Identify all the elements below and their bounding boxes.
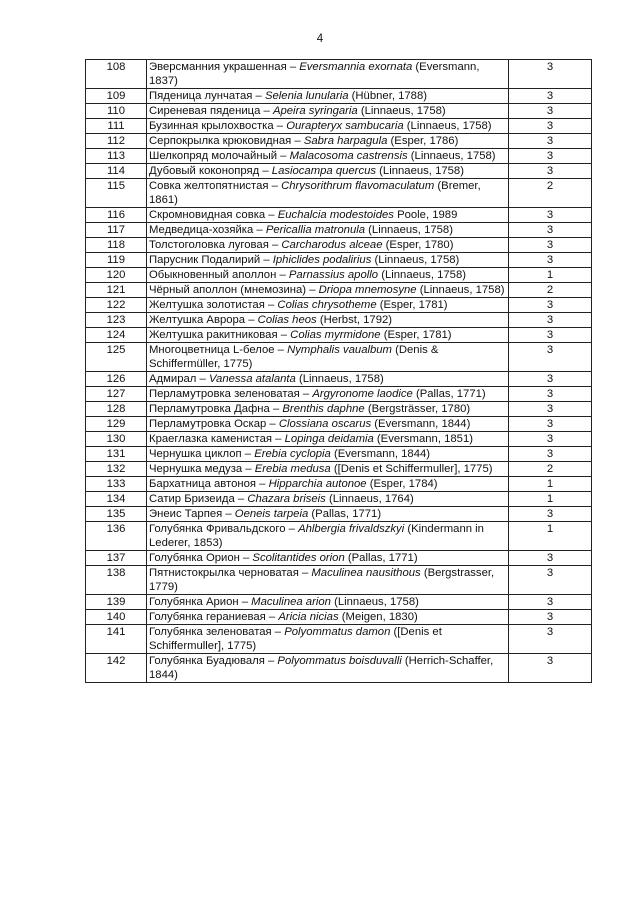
row-number: 131 [86,447,147,462]
row-number: 124 [86,328,147,343]
latin-name: Aricia nicias [278,611,339,623]
author-citation: (Linnaeus, 1758) [298,373,384,385]
latin-name: Iphiclides podalirius [272,254,372,266]
name-separator: – [259,165,272,177]
row-number: 126 [86,372,147,387]
row-number: 123 [86,313,147,328]
latin-name: Argyronome laodice [312,388,413,400]
latin-name: Chazara briseis [247,493,326,505]
russian-name: Перламутровка Дафна [149,403,270,415]
species-name-cell [147,654,509,683]
author-citation: (Bergsträsser, 1780) [367,403,471,415]
row-number: 117 [86,223,147,238]
rarity-category: 3 [509,566,592,595]
russian-name: Сатир Бризеида [149,493,235,505]
table-row [86,447,592,462]
rarity-category: 3 [509,119,592,134]
name-separator: – [298,567,312,579]
table-row [86,179,592,208]
latin-name: Ourapteryx sambucaria [286,120,404,132]
name-separator: – [273,120,287,132]
row-number: 137 [86,551,147,566]
name-separator: – [241,448,255,460]
species-name-cell [147,610,509,625]
author-citation: Poole, 1989 [397,209,458,221]
row-number: 139 [86,595,147,610]
row-number: 119 [86,253,147,268]
table-row [86,462,592,477]
latin-name: Brenthis daphne [282,403,365,415]
author-citation: (Pallas, 1771) [311,508,382,520]
author-citation: (Denis & Schiffermüller, 1775) [149,344,439,370]
russian-name: Энеис Тарпея [149,508,223,520]
rarity-category: 3 [509,253,592,268]
row-number: 132 [86,462,147,477]
species-name-cell [147,328,509,343]
species-name-cell [147,164,509,179]
russian-name: Эверсманния украшенная [149,61,287,73]
russian-name: Краеглазка каменистая [149,433,273,445]
name-separator: – [299,388,313,400]
rarity-category: 3 [509,654,592,683]
russian-name: Чёрный аполлон (мнемозина) [149,284,307,296]
row-number: 112 [86,134,147,149]
russian-name: Медведица-хозяйка [149,224,254,236]
row-number: 111 [86,119,147,134]
russian-name: Многоцветница L-белое [149,344,275,356]
name-separator: – [277,150,290,162]
table-row [86,625,592,654]
name-separator: – [196,373,209,385]
russian-name: Дубовый коконопряд [149,165,260,177]
table-row [86,238,592,253]
latin-name: Apeira syringaria [272,105,358,117]
table-row [86,432,592,447]
name-separator: – [252,90,265,102]
rarity-category: 3 [509,104,592,119]
row-number: 134 [86,492,147,507]
row-number: 116 [86,208,147,223]
species-table-body [86,60,592,683]
latin-name: Polyommatus boisduvalli [277,655,402,667]
table-row [86,328,592,343]
table-row [86,313,592,328]
row-number: 127 [86,387,147,402]
species-name-cell [147,89,509,104]
author-citation: (Herbst, 1792) [319,314,393,326]
author-citation: (Pallas, 1771) [347,552,418,564]
author-citation: (Eversmann, 1837) [149,61,480,87]
latin-name: Lasiocampa quercus [271,165,377,177]
table-row [86,551,592,566]
name-separator: – [272,433,285,445]
author-citation: (Kindermann in Lederer, 1853) [149,523,484,549]
name-separator: – [286,61,300,73]
row-number: 122 [86,298,147,313]
rarity-category: 3 [509,625,592,654]
species-name-cell [147,298,509,313]
species-name-cell [147,253,509,268]
russian-name: Желтушка золотистая [149,299,265,311]
author-citation: ([Denis et Schiffermuller], 1775) [149,626,442,652]
rarity-category: 3 [509,432,592,447]
author-citation: (Hübner, 1788) [351,90,428,102]
table-row [86,595,592,610]
author-citation: (Linnaeus, 1758) [379,165,464,177]
author-citation: (Esper, 1781) [379,299,448,311]
table-row [86,417,592,432]
page-number: 4 [316,33,324,45]
latin-name: Euchalcia modestoides [277,209,394,221]
russian-name: Адмирал [149,373,197,385]
latin-name: Selenia lunularia [264,90,349,102]
table-row [86,283,592,298]
rarity-category: 3 [509,387,592,402]
latin-name: Clossiana oscarus [278,418,372,430]
rarity-category: 2 [509,283,592,298]
row-number: 140 [86,610,147,625]
latin-name: Colias heos [257,314,317,326]
russian-name: Парусник Подалирий [149,254,261,266]
species-name-cell [147,492,509,507]
author-citation: (Esper, 1780) [385,239,454,251]
latin-name: Maculinea arion [251,596,331,608]
species-name-cell [147,595,509,610]
latin-name: Nymphalis vaualbum [287,344,392,356]
russian-name: Голубянка Арион [149,596,239,608]
rarity-category: 3 [509,447,592,462]
name-separator: – [222,508,235,520]
row-number: 108 [86,60,147,89]
russian-name: Скромновидная совка [149,209,266,221]
species-name-cell [147,432,509,447]
latin-name: Lopinga deidamia [284,433,374,445]
rarity-category: 1 [509,492,592,507]
name-separator: – [264,655,278,667]
rarity-category: 3 [509,417,592,432]
table-row [86,89,592,104]
latin-name: Driopa mnemosyne [318,284,417,296]
author-citation: (Meigen, 1830) [341,611,418,623]
row-number: 130 [86,432,147,447]
author-citation: (Linnaeus, 1758) [368,224,453,236]
russian-name: Бузинная крылохвостка [149,120,274,132]
author-citation: (Eversmann, 1851) [376,433,473,445]
name-separator: – [269,403,283,415]
table-row [86,104,592,119]
rarity-category: 3 [509,343,592,372]
species-name-cell [147,462,509,477]
row-number: 138 [86,566,147,595]
species-name-cell [147,372,509,387]
latin-name: Carcharodus alceae [281,239,383,251]
rarity-category: 2 [509,462,592,477]
rarity-category: 3 [509,60,592,89]
species-name-cell [147,343,509,372]
row-number: 110 [86,104,147,119]
author-citation: (Linnaeus, 1758) [374,254,460,266]
rarity-category: 3 [509,328,592,343]
latin-name: Pericallia matronula [265,224,366,236]
rarity-category: 3 [509,208,592,223]
russian-name: Толстоголовка луговая [149,239,269,251]
latin-name: Ahlbergia frivaldszkyi [298,523,405,535]
author-citation: ([Denis et Schiffermuller], 1775) [333,463,493,475]
species-name-cell [147,60,509,89]
name-separator: – [274,344,288,356]
name-separator: – [266,418,279,430]
rarity-category: 3 [509,149,592,164]
name-separator: – [264,299,278,311]
russian-name: Совка желтопятнистая [149,180,269,192]
name-separator: – [242,463,255,475]
table-row [86,134,592,149]
table-row [86,223,592,238]
russian-name: Пятнистокрылка черноватая [149,567,299,579]
author-citation: (Linnaeus, 1764) [328,493,414,505]
author-citation: (Eversmann, 1844) [374,418,471,430]
rarity-category: 3 [509,134,592,149]
row-number: 113 [86,149,147,164]
author-citation: (Esper, 1784) [369,478,438,490]
species-name-cell [147,208,509,223]
species-name-cell [147,566,509,595]
name-separator: – [268,180,282,192]
latin-name: Polyommatus damon [284,626,391,638]
table-row [86,164,592,179]
russian-name: Перламутровка Оскар [149,418,267,430]
rarity-category: 2 [509,179,592,208]
table-row [86,298,592,313]
name-separator: – [291,135,304,147]
table-row [86,119,592,134]
rarity-category: 3 [509,372,592,387]
russian-name: Голубянка Буадюваля [149,655,265,667]
species-name-cell [147,447,509,462]
author-citation: (Bergstrasser, 1779) [149,567,495,593]
author-citation: (Bremer, 1861) [149,180,481,206]
species-name-cell [147,119,509,134]
name-separator: – [277,329,291,341]
author-citation: (Eversmann, 1844) [333,448,431,460]
table-row [86,268,592,283]
latin-name: Sabra harpagula [303,135,388,147]
rarity-category: 3 [509,551,592,566]
table-row [86,60,592,89]
row-number: 133 [86,477,147,492]
name-separator: – [238,596,252,608]
name-separator: – [306,284,319,296]
latin-name: Parnassius apollo [288,269,379,281]
table-row [86,522,592,551]
author-citation: (Linnaeus, 1758) [334,596,419,608]
rarity-category: 3 [509,313,592,328]
latin-name: Erebia cyclopia [254,448,331,460]
russian-name: Серпокрылка крюковидная [149,135,292,147]
species-name-cell [147,625,509,654]
latin-name: Malacosoma castrensis [289,150,408,162]
russian-name: Голубянка Орион [149,552,240,564]
row-number: 118 [86,238,147,253]
name-separator: – [256,478,269,490]
row-number: 114 [86,164,147,179]
row-number: 142 [86,654,147,683]
name-separator: – [260,254,273,266]
species-name-cell [147,417,509,432]
table-row [86,208,592,223]
rarity-category: 3 [509,610,592,625]
row-number: 109 [86,89,147,104]
author-citation: (Esper, 1781) [383,329,452,341]
species-name-cell [147,477,509,492]
table-row [86,507,592,522]
table-row [86,654,592,683]
species-name-cell [147,551,509,566]
rarity-category: 3 [509,298,592,313]
rarity-category: 3 [509,238,592,253]
table-row [86,477,592,492]
russian-name: Чернушка циклоп [149,448,242,460]
author-citation: (Linnaeus, 1758) [406,120,492,132]
author-citation: (Linnaeus, 1758) [419,284,505,296]
author-citation: (Linnaeus, 1758) [410,150,496,162]
species-name-cell [147,223,509,238]
russian-name: Желтушка ракитниковая [149,329,278,341]
species-name-cell [147,313,509,328]
species-name-cell [147,402,509,417]
latin-name: Chrysorithrum flavomaculatum [281,180,435,192]
name-separator: – [253,224,266,236]
russian-name: Шелкопряд молочайный [149,150,278,162]
latin-name: Colias myrmidone [290,329,381,341]
species-name-cell [147,283,509,298]
table-row [86,387,592,402]
latin-name: Erebia medusa [254,463,331,475]
species-name-cell [147,522,509,551]
species-name-cell [147,507,509,522]
name-separator: – [265,611,279,623]
rarity-category: 3 [509,89,592,104]
name-separator: – [268,239,282,251]
table-row [86,149,592,164]
latin-name: Eversmannia exornata [299,61,413,73]
species-name-cell [147,104,509,119]
rarity-category: 3 [509,164,592,179]
row-number: 136 [86,522,147,551]
row-number: 120 [86,268,147,283]
name-separator: – [285,523,299,535]
author-citation: (Linnaeus, 1758) [381,269,466,281]
table-row [86,610,592,625]
rarity-category: 1 [509,268,592,283]
name-separator: – [260,105,273,117]
species-name-cell [147,179,509,208]
species-name-cell [147,387,509,402]
rarity-category: 3 [509,595,592,610]
name-separator: – [271,626,285,638]
name-separator: – [234,493,248,505]
russian-name: Сиреневая пяденица [149,105,261,117]
row-number: 115 [86,179,147,208]
table-row [86,253,592,268]
russian-name: Пяденица лунчатая [149,90,253,102]
russian-name: Бархатница автоноя [149,478,257,490]
row-number: 141 [86,625,147,654]
rarity-category: 1 [509,522,592,551]
table-row [86,343,592,372]
table-row [86,402,592,417]
species-name-cell [147,238,509,253]
row-number: 121 [86,283,147,298]
latin-name: Maculinea nausithous [311,567,421,579]
author-citation: (Herrich-Schaffer, 1844) [149,655,494,681]
russian-name: Чернушка медуза [149,463,243,475]
russian-name: Голубянка гераниевая [149,611,266,623]
name-separator: – [245,314,258,326]
russian-name: Голубянка Фривальдского [149,523,286,535]
species-table [85,59,592,683]
name-separator: – [276,269,289,281]
author-citation: (Esper, 1786) [390,135,459,147]
russian-name: Обыкновенный аполлон [149,269,277,281]
row-number: 125 [86,343,147,372]
latin-name: Hipparchia autonoe [268,478,367,490]
row-number: 129 [86,417,147,432]
row-number: 128 [86,402,147,417]
russian-name: Желтушка Аврора [149,314,246,326]
rarity-category: 3 [509,223,592,238]
row-number: 135 [86,507,147,522]
latin-name: Vanessa atalanta [208,373,296,385]
latin-name: Scolitantides orion [252,552,345,564]
russian-name: Перламутровка зеленоватая [149,388,300,400]
rarity-category: 3 [509,507,592,522]
table-row [86,566,592,595]
author-citation: (Pallas, 1771) [415,388,486,400]
table-row [86,492,592,507]
latin-name: Oeneis tarpeia [234,508,309,520]
rarity-category: 1 [509,477,592,492]
name-separator: – [265,209,278,221]
species-name-cell [147,149,509,164]
species-name-cell [147,268,509,283]
species-name-cell [147,134,509,149]
latin-name: Colias chrysotheme [277,299,377,311]
table-row [86,372,592,387]
russian-name: Голубянка зеленоватая [149,626,272,638]
name-separator: – [239,552,253,564]
author-citation: (Linnaeus, 1758) [360,105,446,117]
rarity-category: 3 [509,402,592,417]
